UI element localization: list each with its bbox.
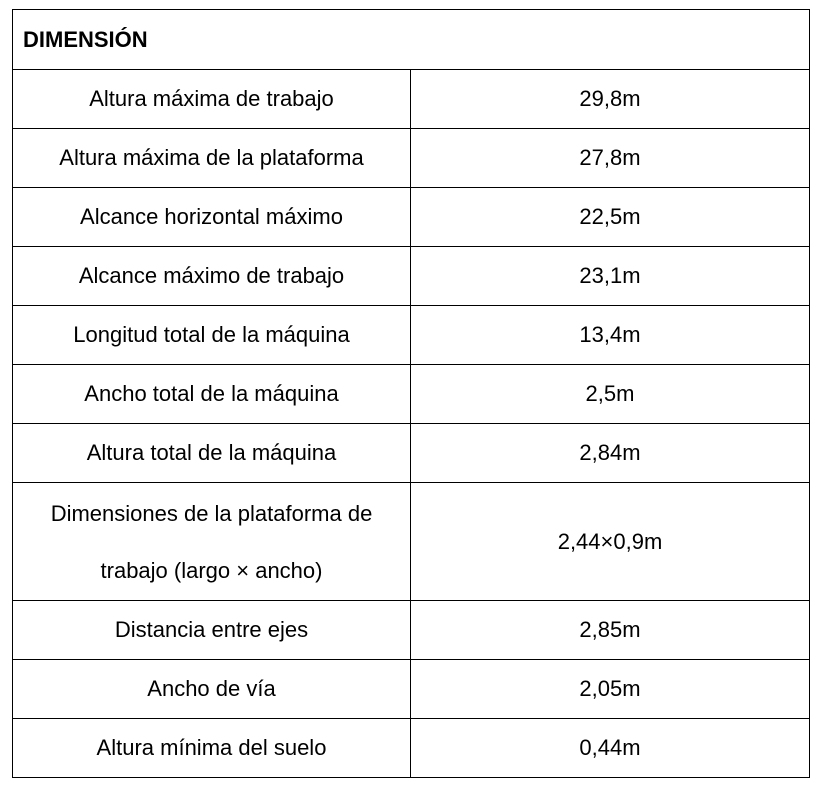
row-label: Altura máxima de trabajo [13,70,411,129]
row-label: Altura total de la máquina [13,424,411,483]
row-label: Longitud total de la máquina [13,306,411,365]
row-value: 2,85m [411,601,810,660]
table-row [13,601,810,660]
row-label: Distancia entre ejes [13,601,411,660]
row-value: 29,8m [411,70,810,129]
row-label [13,483,411,601]
row-value: 2,44×0,9m [411,483,810,601]
table-row [13,129,810,188]
table-row [13,188,810,247]
row-value: 0,44m [411,719,810,778]
row-label: Alcance horizontal máximo [13,188,411,247]
row-label-text: Dimensiones de la plataforma de trabajo (largo × ancho) [50,500,373,583]
dimension-table [12,9,810,778]
row-value: 27,8m [411,129,810,188]
row-value: 2,05m [411,660,810,719]
table-header-row [13,10,810,70]
table-row [13,247,810,306]
table-row [13,719,810,778]
table-row [13,365,810,424]
row-value: 22,5m [411,188,810,247]
row-label: Altura mínima del suelo [13,719,411,778]
row-value: 13,4m [411,306,810,365]
row-label: Ancho total de la máquina [13,365,411,424]
table-row [13,70,810,129]
row-label: Ancho de vía [13,660,411,719]
row-value: 2,84m [411,424,810,483]
table-title: DIMENSIÓN [13,10,810,70]
row-value: 2,5m [411,365,810,424]
row-value: 23,1m [411,247,810,306]
row-label: Altura máxima de la plataforma [13,129,411,188]
table-row [13,306,810,365]
table-row [13,483,810,601]
table-row [13,424,810,483]
table-row [13,660,810,719]
row-label: Alcance máximo de trabajo [13,247,411,306]
